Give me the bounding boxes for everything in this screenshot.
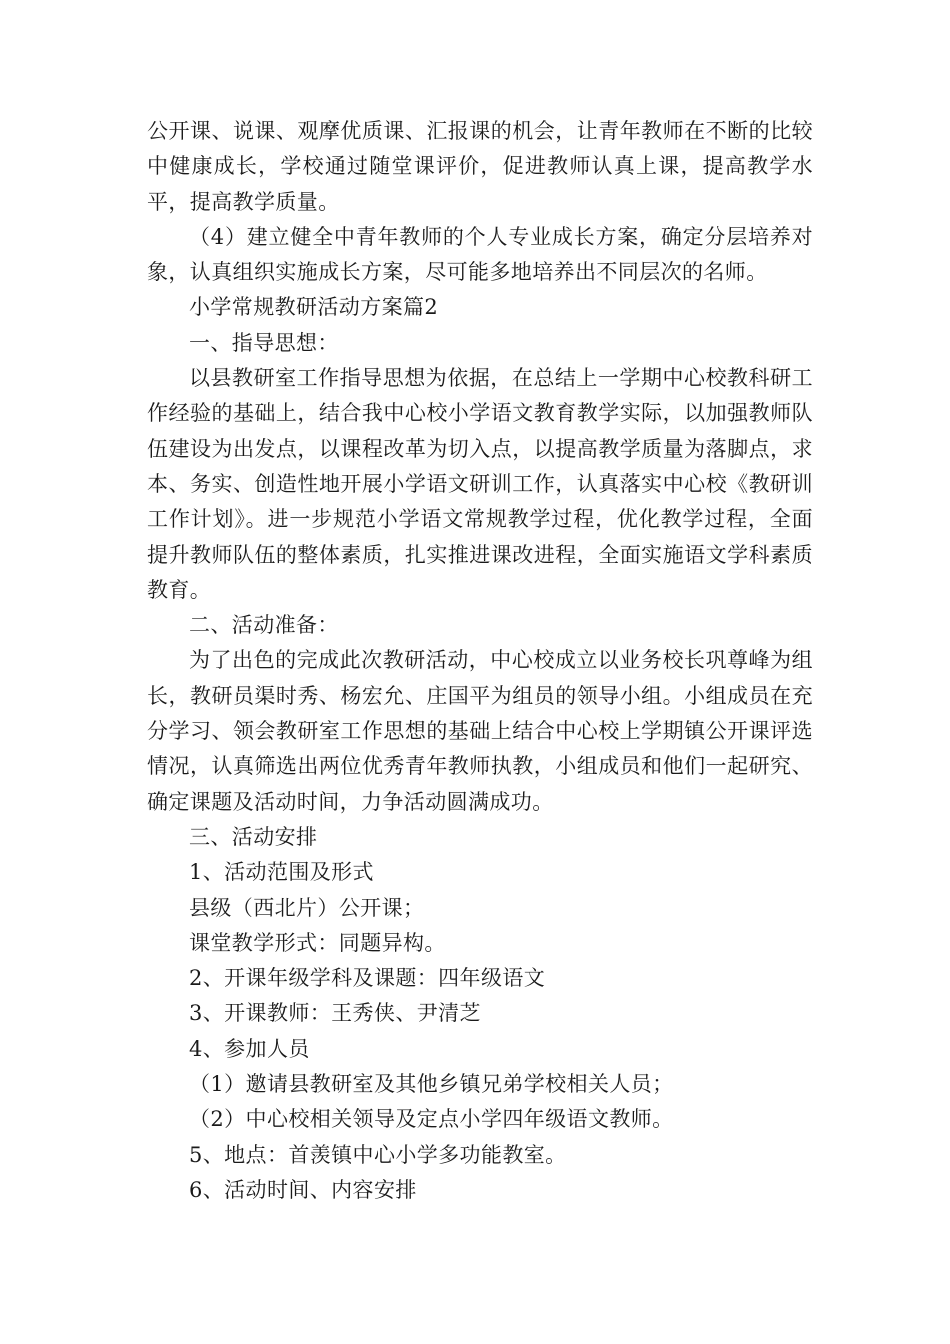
list-item: 1、活动范围及形式 [189, 860, 374, 885]
list-item: 县级（西北片）公开课； [189, 895, 425, 920]
list-item: 3、开课教师：王秀侠、尹清芝 [189, 1001, 481, 1026]
section-title: 小学常规教研活动方案篇2 [189, 295, 439, 320]
paragraph: 以县教研室工作指导思想为依据，在总结上一学期中心校教科研工作经验的基础上，结合我中心校小学语文教育教学实际，以加强教师队伍建设为出发点，以课程改革为切入点，以提高教学质量为落脚点，求本、务实、创造性地开展小学语文研训工作，认真落实中心校《教研训工作计划》。进一步规范小学语文常规教学过程，优化教学过程，全面提升教师队伍的整体素质，扎实推进课改进程，全面实施语文学科素质教育。 [147, 366, 813, 602]
document-body [147, 114, 813, 1208]
heading: 三、活动安排 [189, 824, 318, 849]
list-item: （1）邀请县教研室及其他乡镇兄弟学校相关人员； [189, 1072, 674, 1097]
list-item: 6、活动时间、内容安排 [189, 1177, 417, 1202]
list-item: 5、地点：首羡镇中心小学多功能教室。 [189, 1142, 567, 1167]
list-item: 4、参加人员 [189, 1036, 310, 1061]
heading: 二、活动准备： [189, 613, 339, 638]
list-item: （2）中心校相关领导及定点小学四年级语文教师。 [189, 1107, 674, 1132]
paragraph: 公开课、说课、观摩优质课、汇报课的机会，让青年教师在不断的比较中健康成长，学校通过随堂课评价，促进教师认真上课，提高教学水平，提高教学质量。 [147, 119, 813, 214]
paragraph: 为了出色的完成此次教研活动，中心校成立以业务校长巩尊峰为组长，教研员渠时秀、杨宏允、庄国平为组员的领导小组。小组成员在充分学习、领会教研室工作思想的基础上结合中心校上学期镇公开课评选情况，认真筛选出两位优秀青年教师执教，小组成员和他们一起研究、确定课题及活动时间，力争活动圆满成功。 [147, 648, 813, 814]
list-item: 课堂教学形式：同题异构。 [189, 930, 446, 955]
paragraph: （4）建立健全中青年教师的个人专业成长方案，确定分层培养对象，认真组织实施成长方案，尽可能多地培养出不同层次的名师。 [147, 224, 813, 285]
heading: 一、指导思想： [189, 330, 339, 355]
list-item: 2、开课年级学科及课题：四年级语文 [189, 966, 546, 991]
